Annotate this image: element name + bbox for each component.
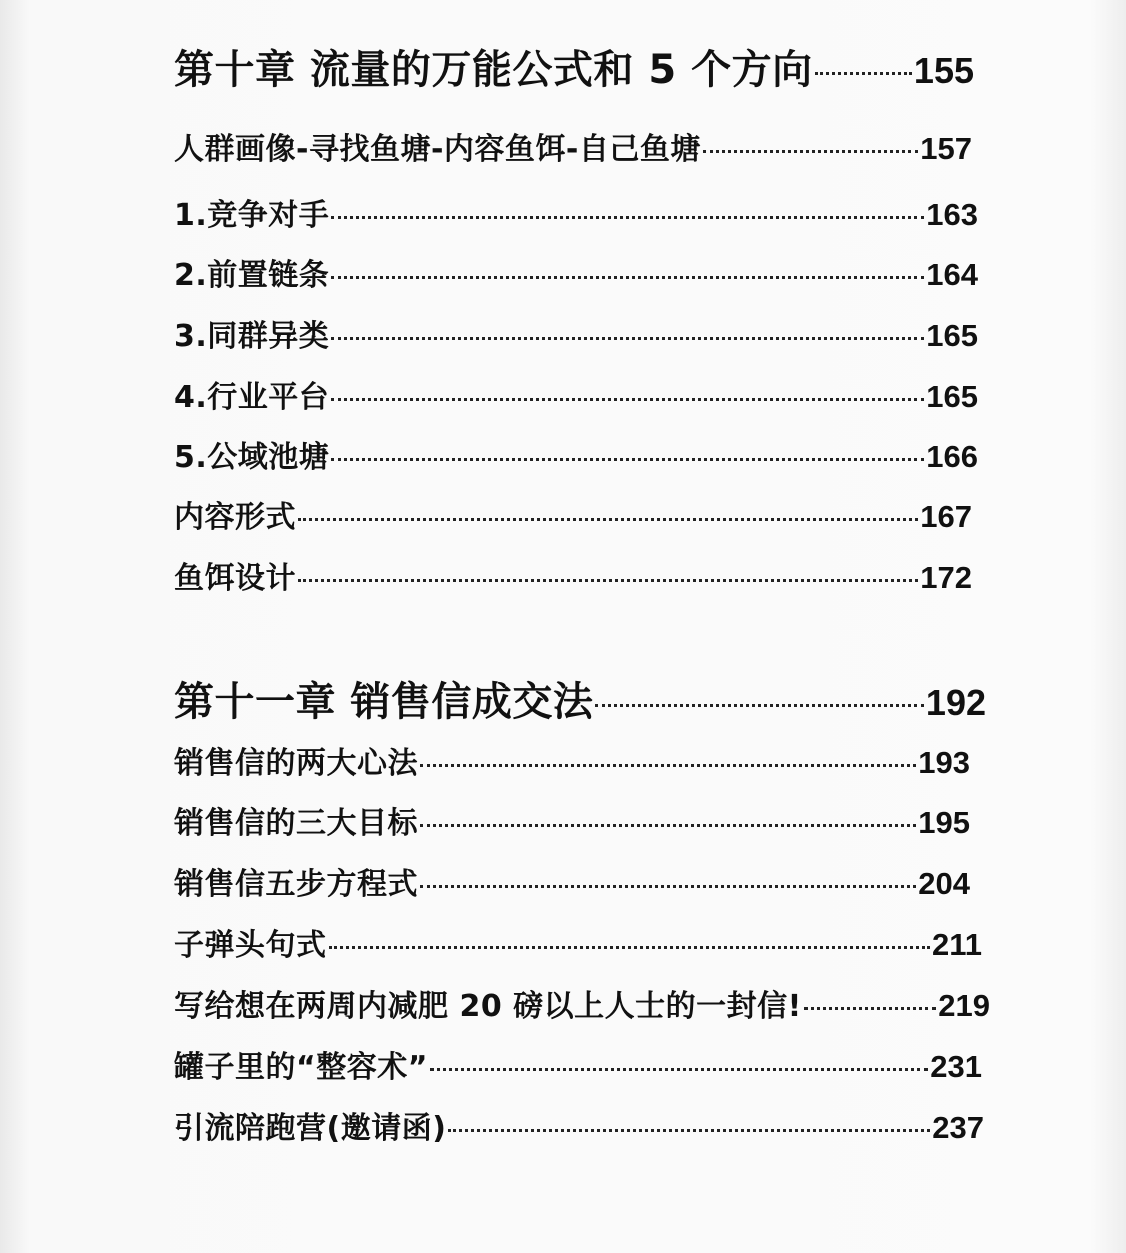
entry-title: 4.行业平台 (174, 380, 330, 415)
entry-title: 引流陪跑营(邀请函) (174, 1111, 447, 1146)
entry-page-number: 195 (918, 805, 970, 840)
toc-entry[interactable] (174, 798, 970, 842)
entry-page-number: 211 (931, 927, 982, 962)
dot-leader (430, 1068, 928, 1071)
toc-entry[interactable] (174, 859, 970, 903)
chapter-heading[interactable] (174, 38, 974, 95)
entry-title: 内容形式 (174, 500, 296, 535)
dot-leader (298, 579, 918, 582)
dot-leader (331, 276, 924, 279)
entry-page-number: 166 (926, 439, 978, 474)
dot-leader (703, 150, 918, 153)
dot-leader (448, 1129, 930, 1132)
entry-page-number: 193 (918, 745, 970, 780)
toc-entry[interactable] (174, 981, 990, 1025)
entry-page-number: 167 (920, 499, 972, 534)
dot-leader (298, 518, 918, 521)
entry-title: 罐子里的“整容术” (174, 1050, 428, 1085)
entry-title: 写给想在两周内减肥 20 磅以上人士的一封信! (174, 989, 802, 1024)
toc-entry[interactable] (174, 124, 972, 168)
entry-page-number: 204 (918, 866, 970, 901)
dot-leader (329, 946, 930, 949)
entry-title: 3.同群异类 (174, 319, 330, 354)
dot-leader (331, 398, 924, 401)
chapter-title: 第十章 流量的万能公式和 5 个方向 (174, 47, 813, 93)
toc-entry[interactable] (174, 738, 970, 782)
chapter-heading[interactable] (174, 670, 986, 727)
entry-title: 人群画像-寻找鱼塘-内容鱼饵-自己鱼塘 (174, 132, 701, 167)
toc-entry[interactable] (174, 492, 972, 536)
entry-page-number: 219 (938, 988, 990, 1023)
entry-title: 销售信的三大目标 (174, 806, 418, 841)
entry-page-number: 172 (920, 560, 972, 595)
chapter-page-number: 192 (925, 682, 986, 723)
toc-entry[interactable] (174, 553, 972, 597)
entry-page-number: 163 (926, 197, 978, 232)
entry-title: 1.竞争对手 (174, 198, 330, 233)
dot-leader (331, 458, 924, 461)
dot-leader (331, 216, 924, 219)
entry-page-number: 157 (920, 131, 972, 166)
dot-leader (804, 1007, 936, 1010)
entry-title: 销售信的两大心法 (174, 746, 418, 781)
dot-leader (420, 885, 916, 888)
toc-entry[interactable] (174, 372, 978, 416)
dot-leader (420, 764, 916, 767)
entry-page-number: 164 (926, 257, 978, 292)
toc-entry[interactable] (174, 1042, 982, 1086)
entry-title: 销售信五步方程式 (174, 867, 418, 902)
dot-leader (595, 704, 923, 707)
toc-entry[interactable] (174, 432, 978, 476)
entry-title: 子弹头句式 (174, 928, 327, 963)
entry-title: 5.公域池塘 (174, 440, 330, 475)
dot-leader (420, 824, 916, 827)
toc-entry[interactable] (174, 311, 978, 355)
dot-leader (331, 337, 924, 340)
entry-page-number: 231 (930, 1049, 982, 1084)
toc-entry[interactable] (174, 250, 978, 294)
chapter-title: 第十一章 销售信成交法 (174, 679, 594, 725)
entry-title: 2.前置链条 (174, 258, 330, 293)
entry-page-number: 237 (932, 1110, 984, 1145)
toc-entry[interactable] (174, 1103, 984, 1147)
entry-page-number: 165 (926, 379, 978, 414)
chapter-page-number: 155 (913, 50, 974, 91)
entry-page-number: 165 (926, 318, 978, 353)
entry-title: 鱼饵设计 (174, 561, 296, 596)
dot-leader (815, 72, 912, 75)
toc-entry[interactable] (174, 920, 982, 964)
toc-entry[interactable] (174, 190, 978, 234)
